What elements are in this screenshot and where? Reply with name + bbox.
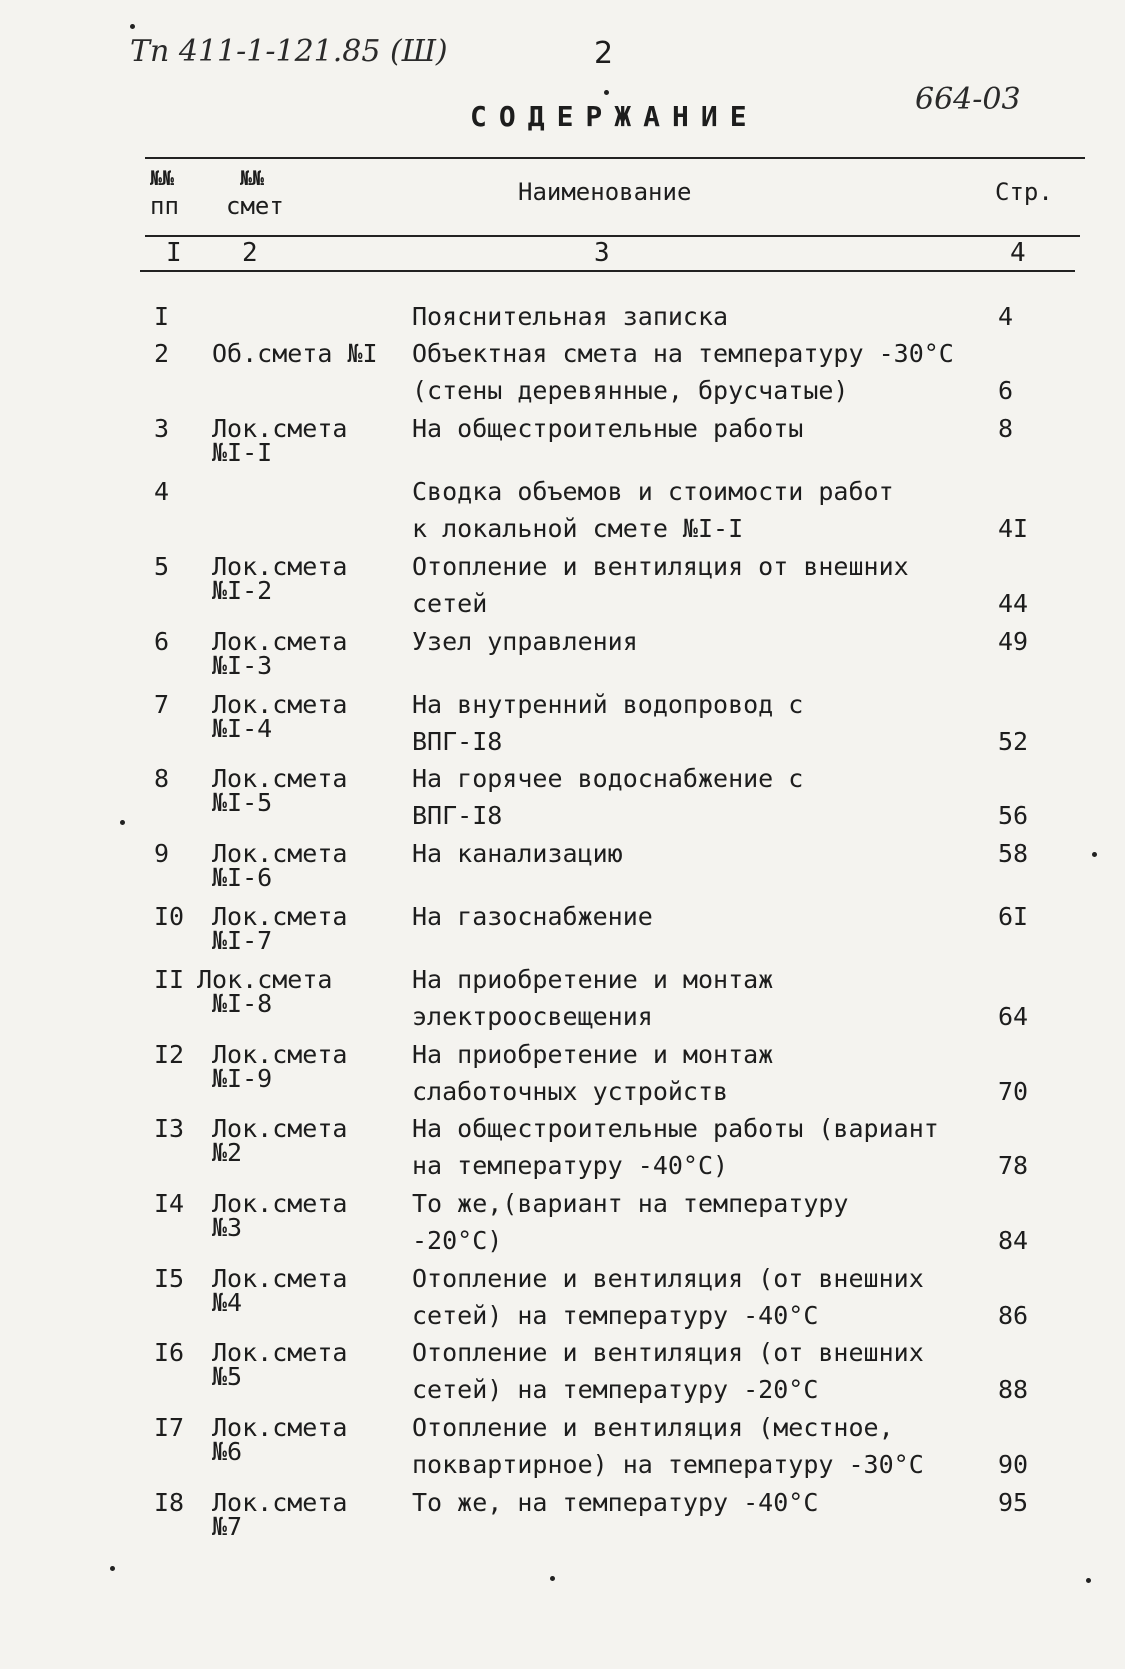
row-number: I0: [154, 902, 185, 931]
estimate-reference: Лок.смета: [212, 1488, 348, 1517]
estimate-reference: №I-6: [212, 863, 273, 892]
estimate-reference: Лок.смета: [212, 690, 348, 719]
item-name: Узел управления: [412, 627, 638, 656]
row-number: I5: [154, 1264, 185, 1293]
item-name: Объектная смета на температуру -30°С: [412, 339, 954, 368]
scan-speck: [604, 90, 609, 95]
scan-speck: [1086, 1578, 1091, 1583]
row-number: 8: [154, 764, 170, 793]
page-reference: 6: [998, 376, 1014, 405]
item-name: На горячее водоснабжение с: [412, 764, 804, 793]
row-number: I2: [154, 1040, 185, 1069]
item-name: На канализацию: [412, 839, 623, 868]
item-name: сетей) на температуру -40°С: [412, 1301, 819, 1330]
estimate-reference: №6: [212, 1437, 243, 1466]
header-bottom-rule: [145, 235, 1080, 237]
page-reference: 88: [998, 1375, 1029, 1404]
page-reference: 58: [998, 839, 1029, 868]
row-number: I3: [154, 1114, 185, 1143]
row-number: 6: [154, 627, 170, 656]
item-name: Отопление и вентиляция (местное,: [412, 1413, 894, 1442]
page-reference: 64: [998, 1002, 1029, 1031]
column-number-2: 2: [242, 238, 258, 268]
page-reference: 95: [998, 1488, 1029, 1517]
row-number: I8: [154, 1488, 185, 1517]
column-header-name: Наименование: [518, 178, 692, 206]
table-top-rule: [145, 157, 1085, 159]
estimate-reference: Лок.смета: [197, 965, 333, 994]
item-name: Отопление и вентиляция (от внешних: [412, 1264, 924, 1293]
column-header-number: пп: [150, 192, 179, 220]
estimate-reference: №I-9: [212, 1064, 273, 1093]
item-name: (стены деревянные, брусчатые): [412, 376, 849, 405]
row-number: 4: [154, 477, 170, 506]
item-name: То же,(вариант на температуру: [412, 1189, 849, 1218]
scan-speck: [130, 24, 135, 29]
item-name: На приобретение и монтаж: [412, 1040, 774, 1069]
estimate-reference: №I-I: [212, 438, 273, 467]
estimate-reference: Об.смета №I: [212, 339, 378, 368]
estimate-reference: №I-3: [212, 651, 273, 680]
page-reference: 90: [998, 1450, 1029, 1479]
column-number-1: I: [166, 238, 182, 268]
item-name: На общестроительные работы (вариант: [412, 1114, 939, 1143]
column-header-number-mark: №№: [150, 166, 175, 190]
estimate-reference: №I-7: [212, 926, 273, 955]
estimate-reference: №I-4: [212, 714, 273, 743]
row-number: II: [154, 965, 185, 994]
item-name: электроосвещения: [412, 1002, 653, 1031]
page-number: 2: [594, 36, 614, 71]
item-name: поквартирное) на температуру -30°С: [412, 1450, 924, 1479]
page-reference: 8: [998, 414, 1014, 443]
row-number: I6: [154, 1338, 185, 1367]
row-number: I7: [154, 1413, 185, 1442]
column-header-estimate: смет: [226, 192, 284, 220]
column-number-3: 3: [594, 238, 610, 268]
row-number: I4: [154, 1189, 185, 1218]
estimate-reference: Лок.смета: [212, 1338, 348, 1367]
estimate-reference: №7: [212, 1512, 243, 1541]
page-reference: 6I: [998, 902, 1029, 931]
page-reference: 86: [998, 1301, 1029, 1330]
item-name: На газоснабжение: [412, 902, 653, 931]
estimate-reference: №5: [212, 1362, 243, 1391]
scan-speck: [1092, 852, 1097, 857]
column-number-4: 4: [1010, 238, 1026, 268]
page-reference: 44: [998, 589, 1029, 618]
row-number: 5: [154, 552, 170, 581]
page-reference: 4I: [998, 514, 1029, 543]
item-name: к локальной смете №I-I: [412, 514, 744, 543]
item-name: ВПГ-I8: [412, 727, 503, 756]
item-name: Пояснительная записка: [412, 302, 729, 331]
column-header-page: Стр.: [995, 178, 1053, 206]
page-reference: 52: [998, 727, 1029, 756]
item-name: Отопление и вентиляция (от внешних: [412, 1338, 924, 1367]
page-reference: 49: [998, 627, 1029, 656]
item-name: сетей) на температуру -20°С: [412, 1375, 819, 1404]
item-name: На внутренний водопровод с: [412, 690, 804, 719]
page-reference: 78: [998, 1151, 1029, 1180]
item-name: На приобретение и монтаж: [412, 965, 774, 994]
estimate-reference: №I-5: [212, 788, 273, 817]
estimate-reference: Лок.смета: [212, 1264, 348, 1293]
estimate-reference: Лок.смета: [212, 414, 348, 443]
estimate-reference: №3: [212, 1213, 243, 1242]
estimate-reference: №I-8: [212, 989, 273, 1018]
document-code: Тп 411-1-121.85 (Ш): [130, 34, 448, 69]
estimate-reference: №2: [212, 1138, 243, 1167]
item-name: Сводка объемов и стоимости работ: [412, 477, 894, 506]
item-name: ВПГ-I8: [412, 801, 503, 830]
estimate-reference: №4: [212, 1288, 243, 1317]
item-name: сетей: [412, 589, 488, 618]
estimate-reference: Лок.смета: [212, 839, 348, 868]
numbering-rule: [140, 270, 1075, 272]
column-header-estimate-mark: №№: [240, 166, 265, 190]
estimate-reference: Лок.смета: [212, 764, 348, 793]
row-number: 2: [154, 339, 170, 368]
estimate-reference: Лок.смета: [212, 1189, 348, 1218]
item-name: слаботочных устройств: [412, 1077, 729, 1106]
page-reference: 56: [998, 801, 1029, 830]
estimate-reference: Лок.смета: [212, 902, 348, 931]
estimate-reference: Лок.смета: [212, 1413, 348, 1442]
scan-speck: [550, 1576, 555, 1581]
document-number: 664-03: [915, 82, 1021, 117]
item-name: На общестроительные работы: [412, 414, 804, 443]
estimate-reference: Лок.смета: [212, 1114, 348, 1143]
estimate-reference: Лок.смета: [212, 627, 348, 656]
page-title: СОДЕРЖАНИЕ: [470, 100, 759, 133]
estimate-reference: Лок.смета: [212, 552, 348, 581]
estimate-reference: Лок.смета: [212, 1040, 348, 1069]
item-name: Отопление и вентиляция от внешних: [412, 552, 909, 581]
row-number: 7: [154, 690, 170, 719]
scan-speck: [110, 1566, 115, 1571]
page-reference: 70: [998, 1077, 1029, 1106]
estimate-reference: №I-2: [212, 576, 273, 605]
page-reference: 4: [998, 302, 1014, 331]
item-name: -20°С): [412, 1226, 503, 1255]
row-number: 9: [154, 839, 170, 868]
scan-speck: [120, 820, 125, 825]
item-name: на температуру -40°С): [412, 1151, 729, 1180]
row-number: 3: [154, 414, 170, 443]
item-name: То же, на температуру -40°С: [412, 1488, 819, 1517]
page-reference: 84: [998, 1226, 1029, 1255]
row-number: I: [154, 302, 170, 331]
